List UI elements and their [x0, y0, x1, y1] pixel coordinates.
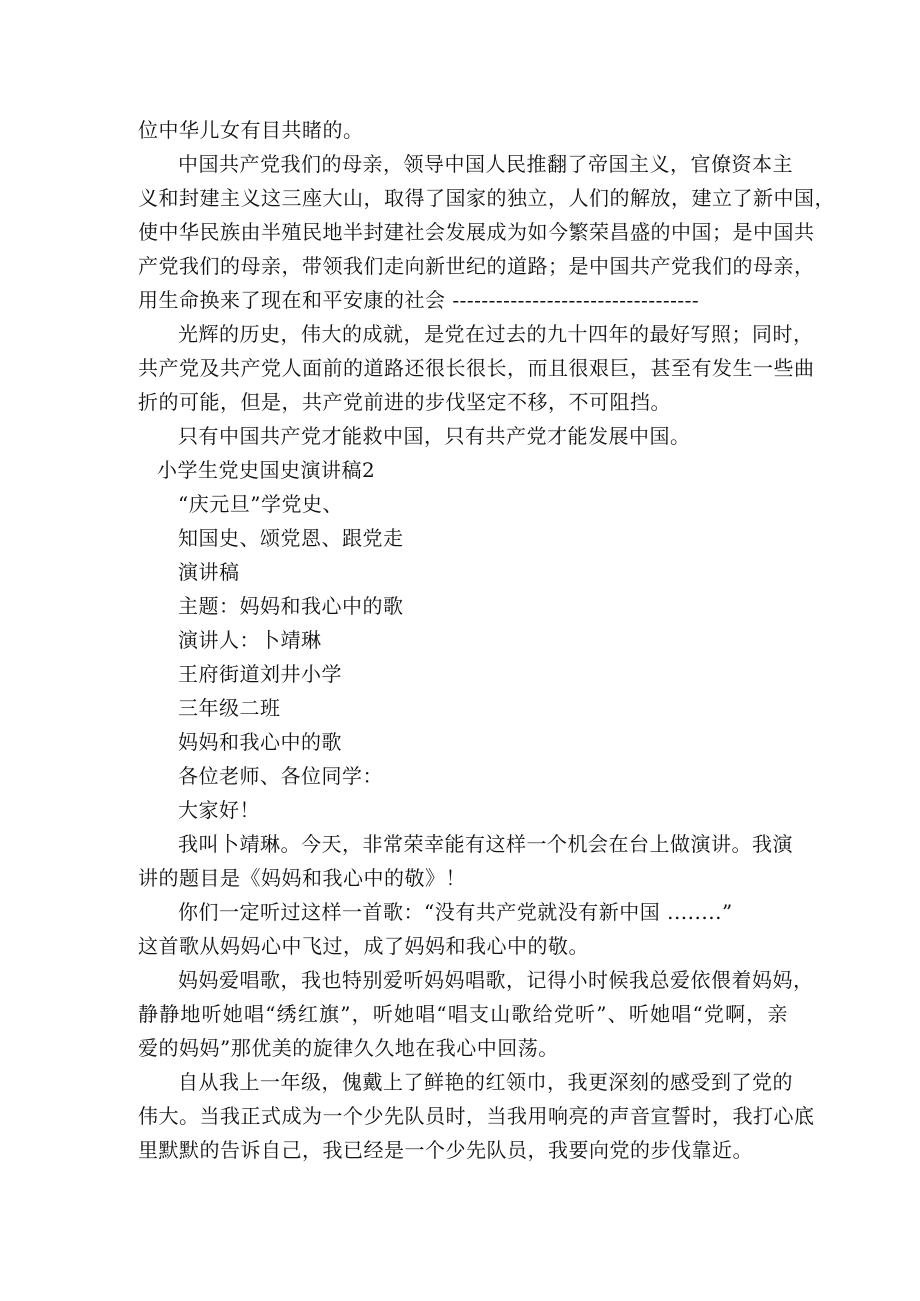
text-line: 里默默的告诉自己，我已经是一个少先队员，我要向党的步伐靠近。 [138, 1138, 753, 1162]
text-line: 共产党及共产党人面前的道路还很长很长，而且很艰巨，甚至有发生一些曲 [138, 356, 815, 380]
text-line: 光辉的历史，伟大的成就，是党在过去的九十四年的最好写照；同时， [178, 322, 814, 346]
text-line: 这首歌从妈妈心中飞过，成了妈妈和我心中的敬。 [138, 934, 589, 958]
text-line: 王府街道刘井小学 [178, 662, 342, 686]
text-line: 中国共产党我们的母亲，领导中国人民推翻了帝国主义，官僚资本主 [178, 152, 793, 176]
text-line: 妈妈和我心中的歌 [178, 730, 342, 754]
text-line: 大家好！ [178, 798, 260, 822]
text-line: 三年级二班 [178, 696, 281, 720]
text-line: 用生命换来了现在和平安康的社会 ---------------------------------- [138, 288, 700, 312]
text-line: 我叫卜靖琳。今天，非常荣幸能有这样一个机会在台上做演讲。我演 [178, 832, 793, 856]
text-line: 只有中国共产党才能救中国，只有共产党才能发展中国。 [178, 424, 691, 448]
text-line: 演讲人：卜靖琳 [178, 628, 322, 652]
text-line: 折的可能，但是，共产党前进的步伐坚定不移，不可阻挡。 [138, 390, 671, 414]
text-line: 使中华民族由半殖民地半封建社会发展成为如今繁荣昌盛的中国；是中国共 [138, 220, 815, 244]
text-line: 义和封建主义这三座大山，取得了国家的独立，人们的解放，建立了新中国， [138, 186, 835, 210]
text-line: 妈妈爱唱歌，我也特别爱听妈妈唱歌，记得小时候我总爱依偎着妈妈， [178, 968, 814, 992]
text-line: 自从我上一年级，傀戴上了鲜艳的红领巾，我更深刻的感受到了党的 [178, 1070, 793, 1094]
text-line: 讲的题目是《妈妈和我心中的敬》！ [138, 866, 466, 890]
text-line: 主题：妈妈和我心中的歌 [178, 594, 404, 618]
text-line: 静静地听她唱“绣红旗”，听她唱“唱支山歌给党听”、听她唱“党啊，亲 [138, 1002, 788, 1026]
text-line: 你们一定听过这样一首歌：“没有共产党就没有新中国 ........” [178, 900, 733, 924]
text-line: “庆元旦”学党史、 [178, 492, 343, 516]
text-line: 演讲稿 [178, 560, 240, 584]
text-line: 伟大。当我正式成为一个少先队员时，当我用响亮的声音宣誓时，我打心底 [138, 1104, 815, 1128]
text-line: 爱的妈妈”那优美的旋律久久地在我心中回荡。 [138, 1036, 559, 1060]
section-heading: 小学生党史国史演讲稿2 [157, 458, 376, 482]
text-line: 各位老师、各位同学： [178, 764, 383, 788]
text-line: 知国史、颂党恩、跟党走 [178, 526, 404, 550]
text-line: 产党我们的母亲，带领我们走向新世纪的道路；是中国共产党我们的母亲， [138, 254, 815, 278]
text-line: 位中华儿女有目共睹的。 [138, 118, 364, 142]
